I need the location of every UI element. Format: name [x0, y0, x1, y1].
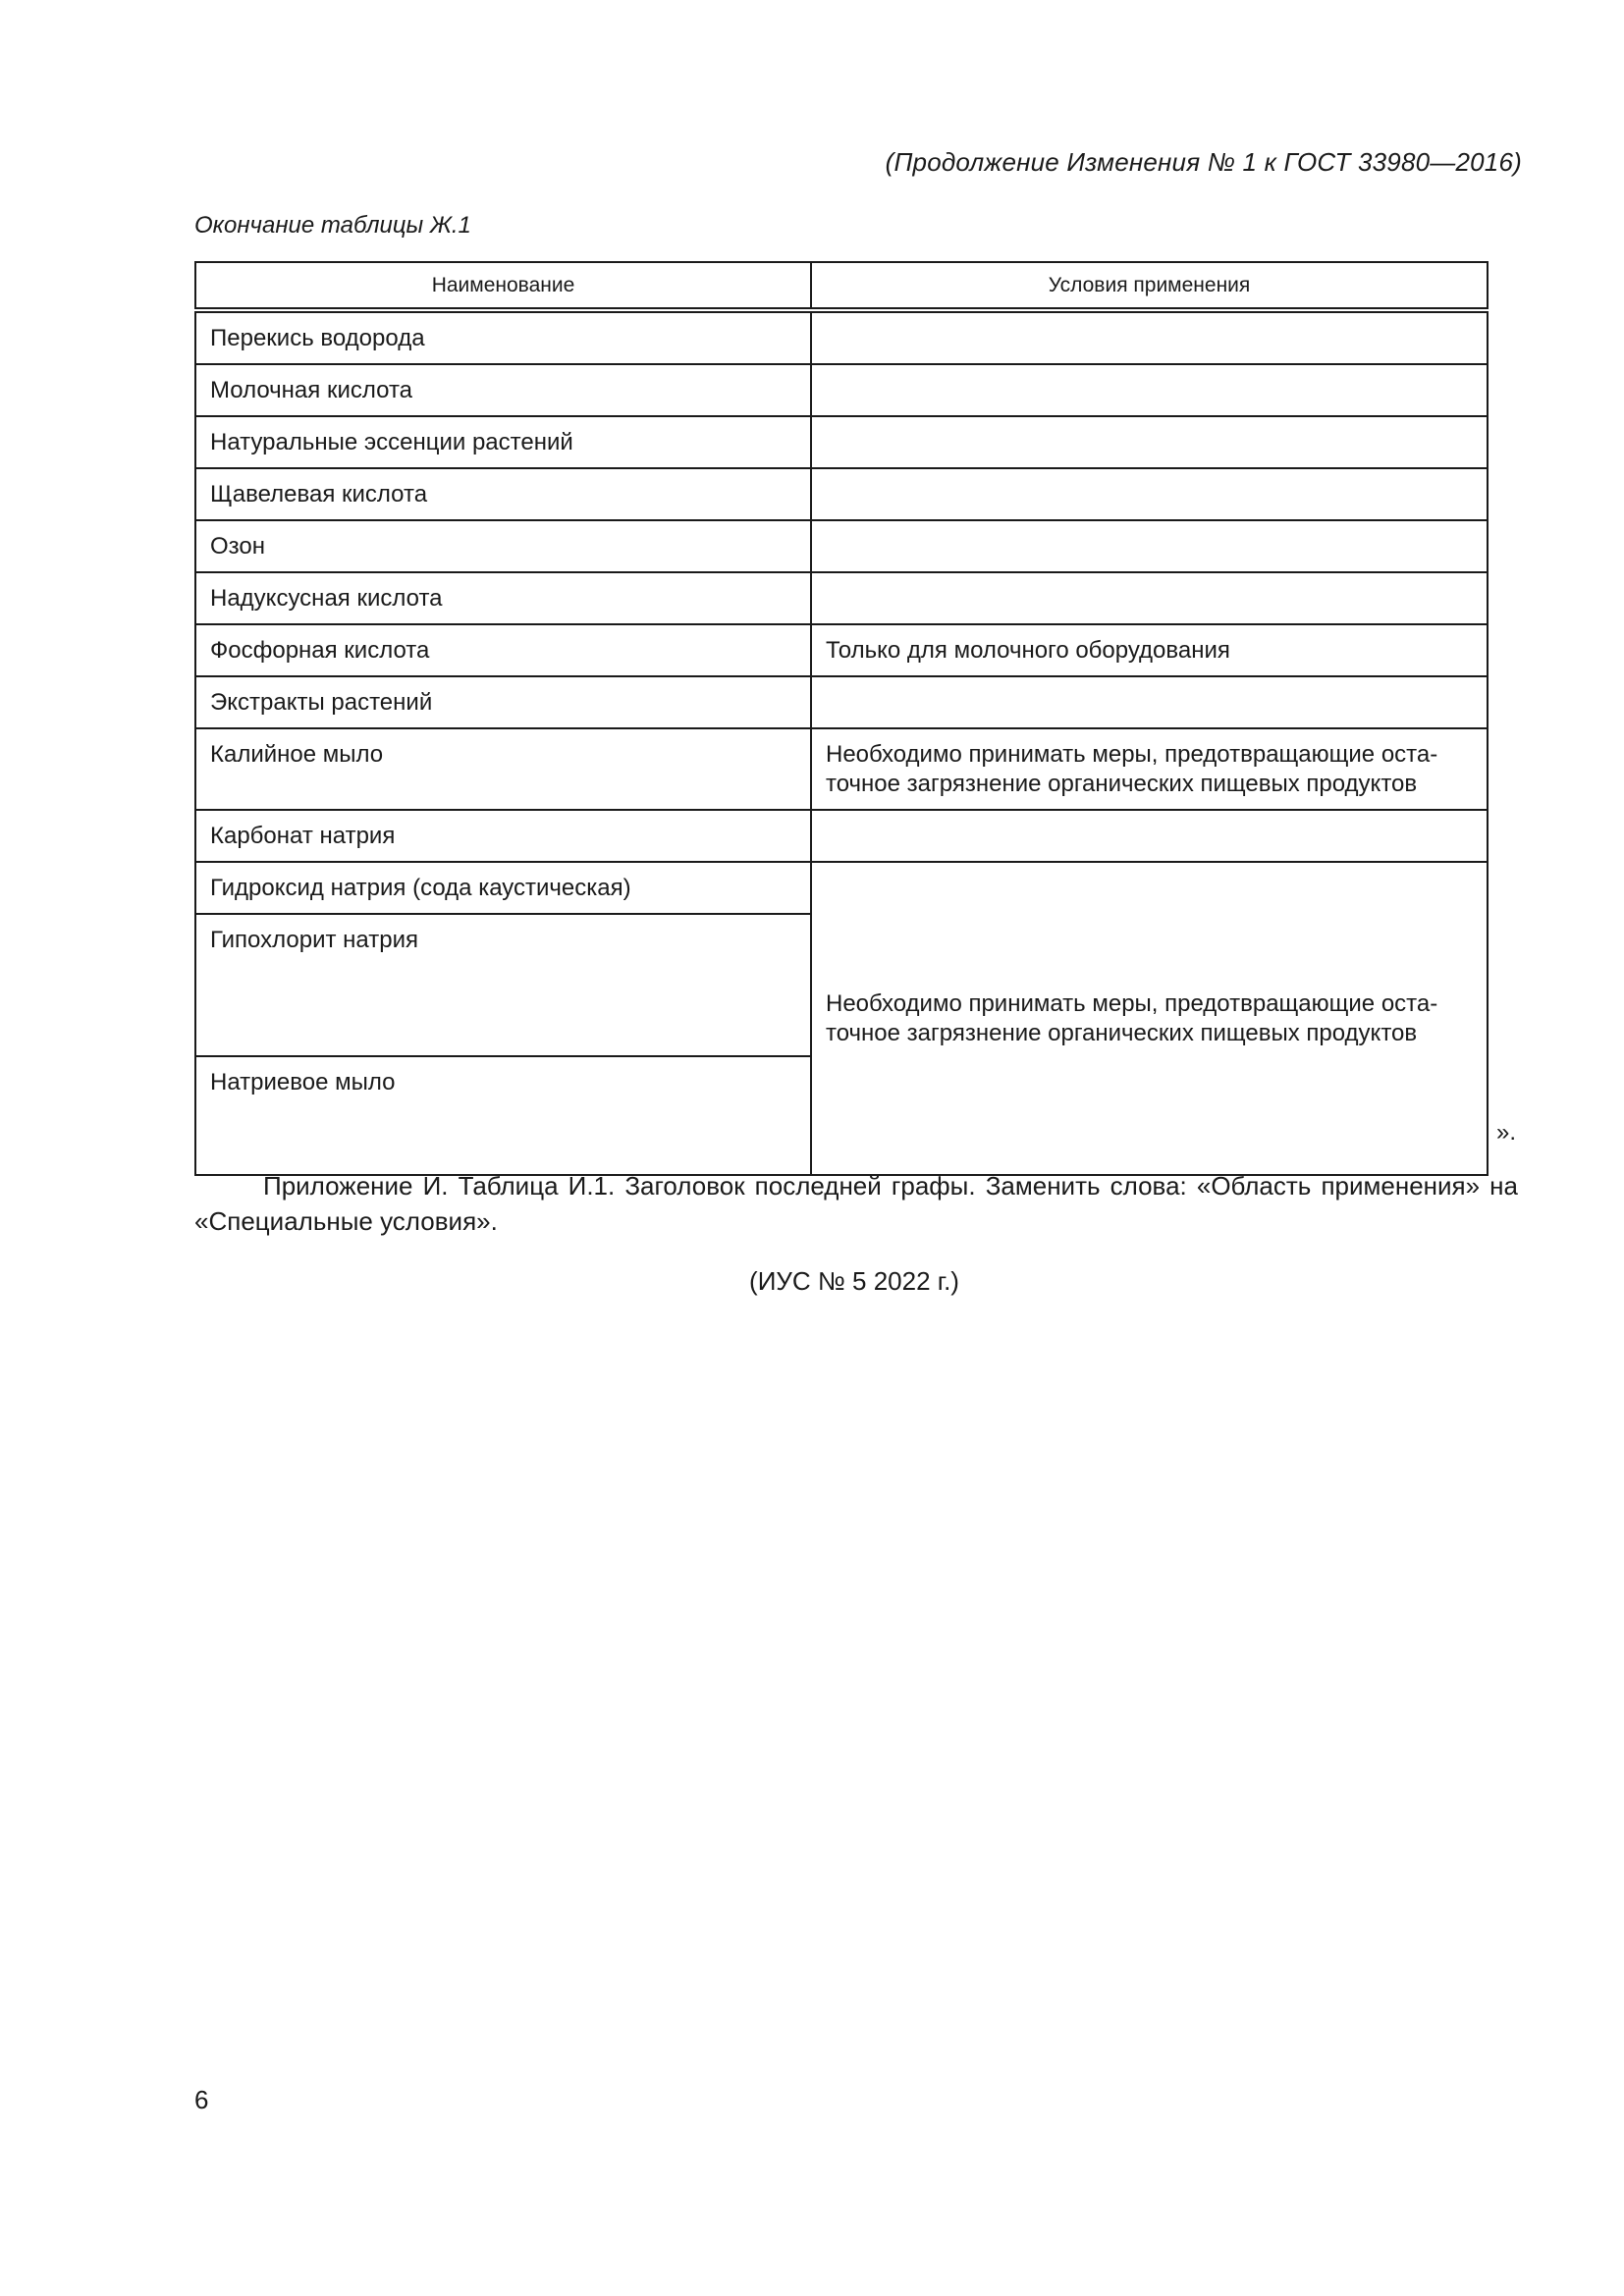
substance-name: Озон [195, 520, 811, 572]
substance-name: Молочная кислота [195, 364, 811, 416]
application-condition: Только для молочного оборудования [811, 624, 1488, 676]
column-header-conditions: Условия применения [811, 262, 1488, 310]
substance-name: Фосфорная кислота [195, 624, 811, 676]
substance-name: Натриевое мыло [195, 1056, 811, 1175]
table-row [195, 364, 1488, 416]
substance-name: Перекись водорода [195, 310, 811, 364]
table-row [195, 624, 1488, 676]
substance-name: Надуксусная кислота [195, 572, 811, 624]
substance-name: Гипохлорит натрия [195, 914, 811, 1056]
substance-name: Щавелевая кислота [195, 468, 811, 520]
table-row [195, 416, 1488, 468]
application-condition [811, 468, 1488, 520]
substance-name: Калийное мыло [195, 728, 811, 810]
table-row [195, 676, 1488, 728]
application-condition [811, 310, 1488, 364]
application-condition: Необходимо принимать меры, предотвращающие оста- точное загрязнение органических пищевых продуктов [811, 728, 1488, 810]
application-condition [811, 810, 1488, 862]
substance-name: Экстракты растений [195, 676, 811, 728]
application-condition [811, 520, 1488, 572]
page-number: 6 [194, 2085, 209, 2114]
application-condition-merged: Необходимо принимать меры, предотвращающие оста- точное загрязнение органических пищевых продуктов [811, 862, 1488, 1175]
table-caption: Окончание таблицы Ж.1 [194, 212, 471, 239]
application-condition [811, 676, 1488, 728]
table-row [195, 728, 1488, 810]
table-row [195, 310, 1488, 364]
table-row [195, 468, 1488, 520]
substance-name: Гидроксид натрия (сода каустическая) [195, 862, 811, 914]
substance-name: Натуральные эссенции растений [195, 416, 811, 468]
table-header-row [195, 262, 1488, 310]
amendment-paragraph: Приложение И. Таблица И.1. Заголовок последней графы. Заменить слова: «Область применения» на «Специальные условия». [194, 1171, 1518, 1236]
table-row [195, 862, 1488, 914]
table-row [195, 520, 1488, 572]
application-condition [811, 572, 1488, 624]
table-row [195, 810, 1488, 862]
application-condition [811, 416, 1488, 468]
table-closing-quote: ». [1496, 1119, 1517, 1146]
application-condition [811, 364, 1488, 416]
continuation-header: (Продолжение Изменения № 1 к ГОСТ 33980—2016) [885, 147, 1522, 177]
column-header-name: Наименование [195, 262, 811, 310]
substances-table [194, 261, 1489, 1176]
ius-reference: (ИУС № 5 2022 г.) [749, 1266, 959, 1296]
substance-name: Карбонат натрия [195, 810, 811, 862]
table-row [195, 572, 1488, 624]
